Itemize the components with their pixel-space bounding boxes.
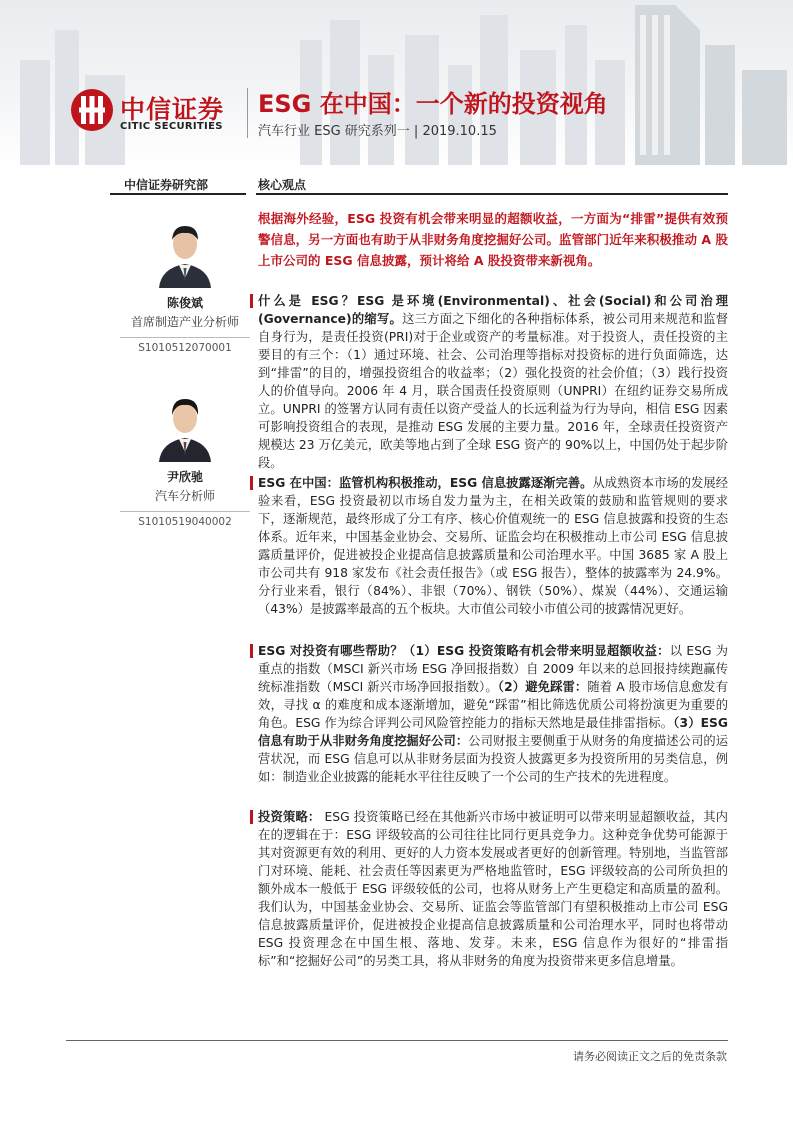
paragraph-lead-bold: （3）ESG 信息有助于从非财务角度挖掘好公司： xyxy=(258,716,729,748)
logo-chinese-name: 中信证券 xyxy=(120,95,225,124)
paragraph-text: 以 ESG 为重点的指数（MSCI 新兴市场 ESG 净回报指数）自 2009 年以来的总回报持续跑赢传统标准指数（MSCI 新兴市场净回报指数）。 xyxy=(258,644,729,694)
analyst-name: 陈俊斌 xyxy=(166,296,203,310)
department-label: 中信证券研究部 xyxy=(124,178,209,192)
paragraph-what-is-esg xyxy=(258,292,728,472)
paragraph-lead-bold: 投资策略： xyxy=(258,810,321,824)
analyst-divider xyxy=(120,337,250,338)
citic-logo xyxy=(70,88,250,138)
analyst-photo-icon xyxy=(153,390,217,462)
paragraph-lead-bold: ESG 在中国：监管机构积极推动，ESG 信息披露逐渐完善。 xyxy=(258,476,593,490)
paragraph-text: ESG 投资策略已经在其他新兴市场中被证明可以带来明显超额收益，其内在的逻辑在于：ESG 评级较高的公司往往比同行更具竞争力。这种竞争优势可能源于其对资源更有效的利用、更好的人力资本发展或者更好的创新管理。特别地，当监管部门对环境、能耗、社会责任等因素更为严格地监管时，ESG 评级较高的公司所负担的额外成本一般低于 ESG 评级较低的公司，也将从财务上产生更稳定和高质量的盈利。我们认为，中国基金业协会、交易所、证监会等监管部门有望积极推动上市公司 ESG 信息披露质量评价，促进被投企业提高信息披露质量和公司治理水平，同时也将带动 ESG 投资理念在中国生根、落地、发芽。未来，ESG 信息作为很好的“排雷指标”和“挖掘好公司”的另类工具，将从非财务的角度为投资带来更多信息增量。 xyxy=(258,810,728,968)
analyst-role: 汽车分析师 xyxy=(154,489,215,503)
paragraph-marker xyxy=(250,294,253,308)
analyst-license-id: S1010512070001 xyxy=(138,342,232,354)
paragraph-text: 从成熟资本市场的发展经验来看，ESG 投资最初以市场自发力量为主，在相关政策的鼓励和监管规则的要求下，逐渐规范，最终形成了分工有序、核心价值观统一的 ESG 信息披露和投资的生态体系。近年来，中国基金业协会、交易所、证监会均在积极推动上市公司 ESG 信息披露质量评价，促进被投企业提高信息披露质量和公司治理水平。中国 3685 家 A 股上市公司共有 918 家发布《社会责任报告》（或 ESG 报告），整体的披露率为 24.9%。分行业来看，银行（84%）、非银（70%）、钢铁（50%）、煤炭（44%）、交通运输（43%）是披露率最高的五个板块。大市值公司较小市值公司的披露情况更好。 xyxy=(258,476,728,616)
paragraph-text: 随着 A 股市场信息愈发有效，寻找 α 的难度和成本逐渐增加，避免“踩雷”相比筛选优质公司将扮演更为重要的角色。ESG 作为综合评判公司风险管控能力的指标天然地是最佳排雷指标。 xyxy=(258,680,729,730)
analyst-card xyxy=(110,216,260,354)
paragraph-esg-benefits xyxy=(258,642,728,786)
report-subtitle: 汽车行业 ESG 研究系列一 | 2019.10.15 xyxy=(258,124,497,139)
disclaimer-note: 请务必阅读正文之后的免责条款 xyxy=(573,1050,727,1063)
citic-emblem-icon xyxy=(70,88,114,132)
report-title: ESG 在中国：一个新的投资视角 xyxy=(258,90,608,118)
header-divider xyxy=(247,88,248,138)
paragraph-marker xyxy=(250,810,253,824)
paragraph-lead-bold: 什么是 ESG？ESG 是环境(Environmental)、社会(Social)和公司治理(Governance)的缩写。 xyxy=(258,294,728,326)
analyst-photo-icon xyxy=(153,216,217,288)
paragraph-text: 这三方面之下细化的各种指标体系，被公司用来规范和监督自身行为，是责任投资(PRI)对于企业或资产的考量标准。对于投资人，责任投资的主要目的有三个：（1）通过环境、社会、公司治理等指标对投资标的进行负面筛选，达到“排雷”的目的，增强投资组合的收益率；（2）强化投资的社会价值；（3）践行投资人的价值导向。2006 年 4 月，联合国责任投资原则（UNPRI）在纽约证券交易所成立。UNPRI 的签署方认同有责任以资产受益人的长远利益为行为导向，相信 ESG 因素可影响投资组合的表现，是推动 ESG 发展的主要力量。2016 年，全球责任投资资产规模达 23 万亿美元，欧美等地占到了全球 ESG 资产的 90%以上，中国仍处于起步阶段。 xyxy=(258,312,728,470)
paragraph-marker xyxy=(250,476,253,490)
key-summary: 根据海外经验，ESG 投资有机会带来明显的超额收益，一方面为“排雷”提供有效预警信息，另一方面也有助于从非财务角度挖掘好公司。监管部门近年来积极推动 A 股上市公司的 ESG 信息披露，预计将给 A 股投资带来新视角。 xyxy=(258,211,728,268)
sidebar-rule xyxy=(110,193,246,195)
paragraph-investment-strategy xyxy=(258,808,728,970)
main-rule xyxy=(256,193,728,195)
logo-english-name: CITIC SECURITIES xyxy=(120,121,223,132)
paragraph-esg-in-china xyxy=(258,474,728,618)
paragraph-text: 公司财报主要侧重于从财务的角度描述公司的运营状况，而 ESG 信息可以从非财务层面为投资人披露更多为投资所用的另类信息，例如：制造业企业披露的能耗水平往往反映了一个公司的生产技术的先进程度。 xyxy=(258,734,728,784)
analyst-card xyxy=(110,390,260,528)
analyst-name: 尹欣驰 xyxy=(166,470,203,484)
paragraph-marker xyxy=(250,644,253,658)
footer-rule xyxy=(66,1040,728,1041)
analyst-divider xyxy=(120,511,250,512)
analyst-role: 首席制造产业分析师 xyxy=(130,315,239,329)
paragraph-lead-bold: ESG 对投资有哪些帮助？（1）ESG 投资策略有机会带来明显超额收益： xyxy=(258,644,670,658)
paragraph-lead-bold: （2）避免踩雷： xyxy=(497,680,588,694)
header-banner xyxy=(0,0,793,165)
section-title: 核心观点 xyxy=(258,178,307,192)
city-skyline-illustration xyxy=(0,0,793,165)
analyst-license-id: S1010519040002 xyxy=(138,516,232,528)
